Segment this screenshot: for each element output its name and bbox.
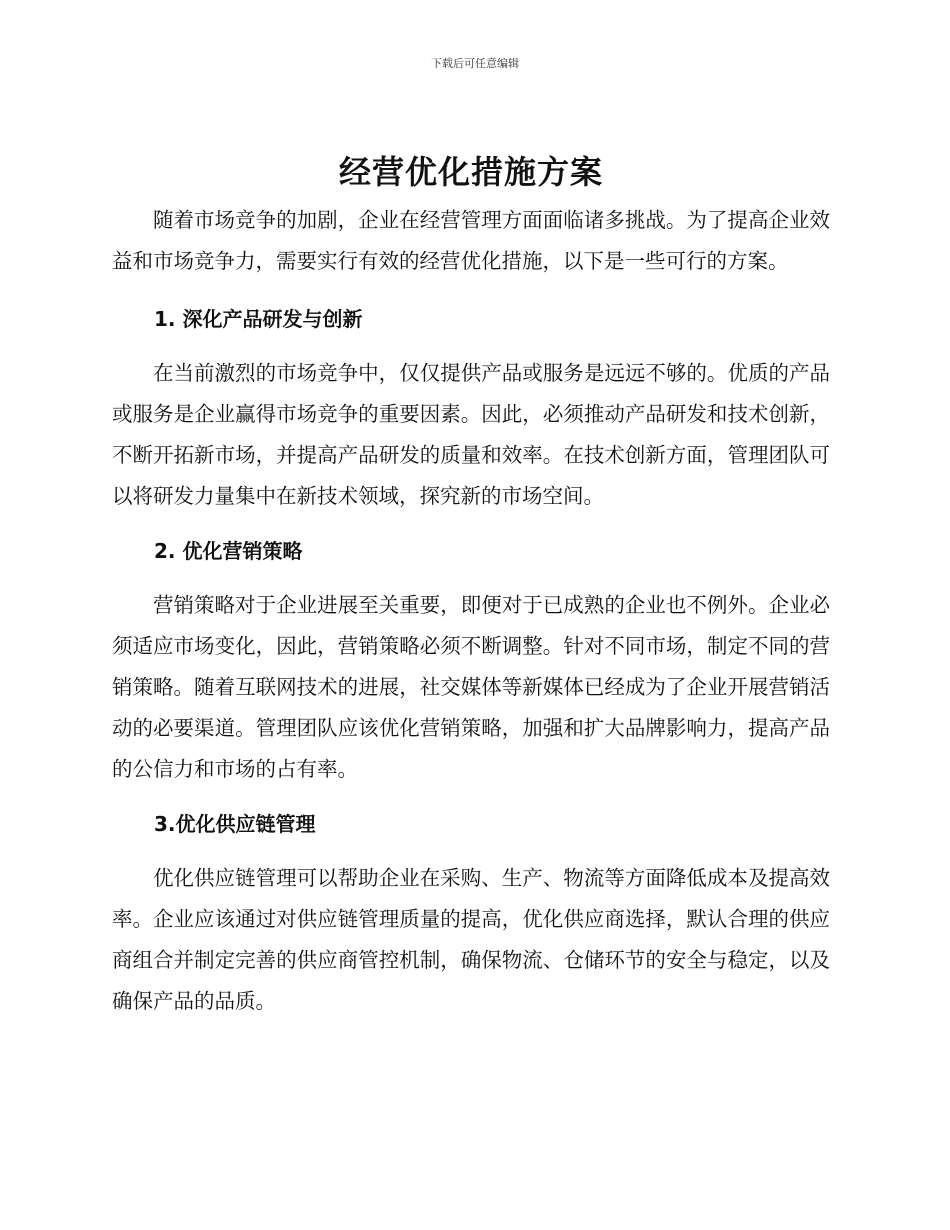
section-body-2: 营销策略对于企业进展至关重要，即便对于已成熟的企业也不例外。企业必须适应市场变化，因此，营销策略必须不断调整。针对不同市场，制定不同的营销策略。随着互联网技术的进展，社交媒体等新媒体已经成为了企业开展营销活动的必要渠道。管理团队应该优化营销策略，加强和扩大品牌影响力，提高产品的公信力和市场的占有率。 [112,593,830,781]
section-heading-1: 1. 深化产品研发与创新 [154,307,363,331]
document-title: 经营优化措施方案 [338,153,603,191]
intro-paragraph: 随着市场竞争的加剧，企业在经营管理方面面临诸多挑战。为了提高企业效益和市场竞争力，需要实行有效的经营优化措施，以下是一些可行的方案。 [112,208,830,273]
spacer [112,571,830,585]
spacer [112,790,830,804]
spacer [112,282,830,299]
document-body [112,150,830,1022]
section-body-1: 在当前激烈的市场竞争中，仅仅提供产品或服务是远远不够的。优质的产品或服务是企业赢得市场竞争的重要因素。因此，必须推动产品研发和技术创新，不断开拓新市场，并提高产品研发的质量和效率。在技术创新方面，管理团队可以将研发力量集中在新技术领域，探究新的市场空间。 [112,361,830,508]
section-heading-2: 2. 优化营销策略 [154,539,303,563]
section-body-3: 优化供应链管理可以帮助企业在采购、生产、物流等方面降低成本及提高效率。企业应该通过对供应链管理质量的提高，优化供应商选择，默认合理的供应商组合并制定完善的供应商管控机制，确保物流、仓储环节的安全与稳定，以及确保产品的品质。 [112,866,830,1013]
spacer [112,844,830,858]
section-heading-3: 3.优化供应链管理 [154,812,316,836]
spacer [112,517,830,531]
spacer [112,339,830,353]
page-header-note: 下载后可任意编辑 [431,57,519,70]
